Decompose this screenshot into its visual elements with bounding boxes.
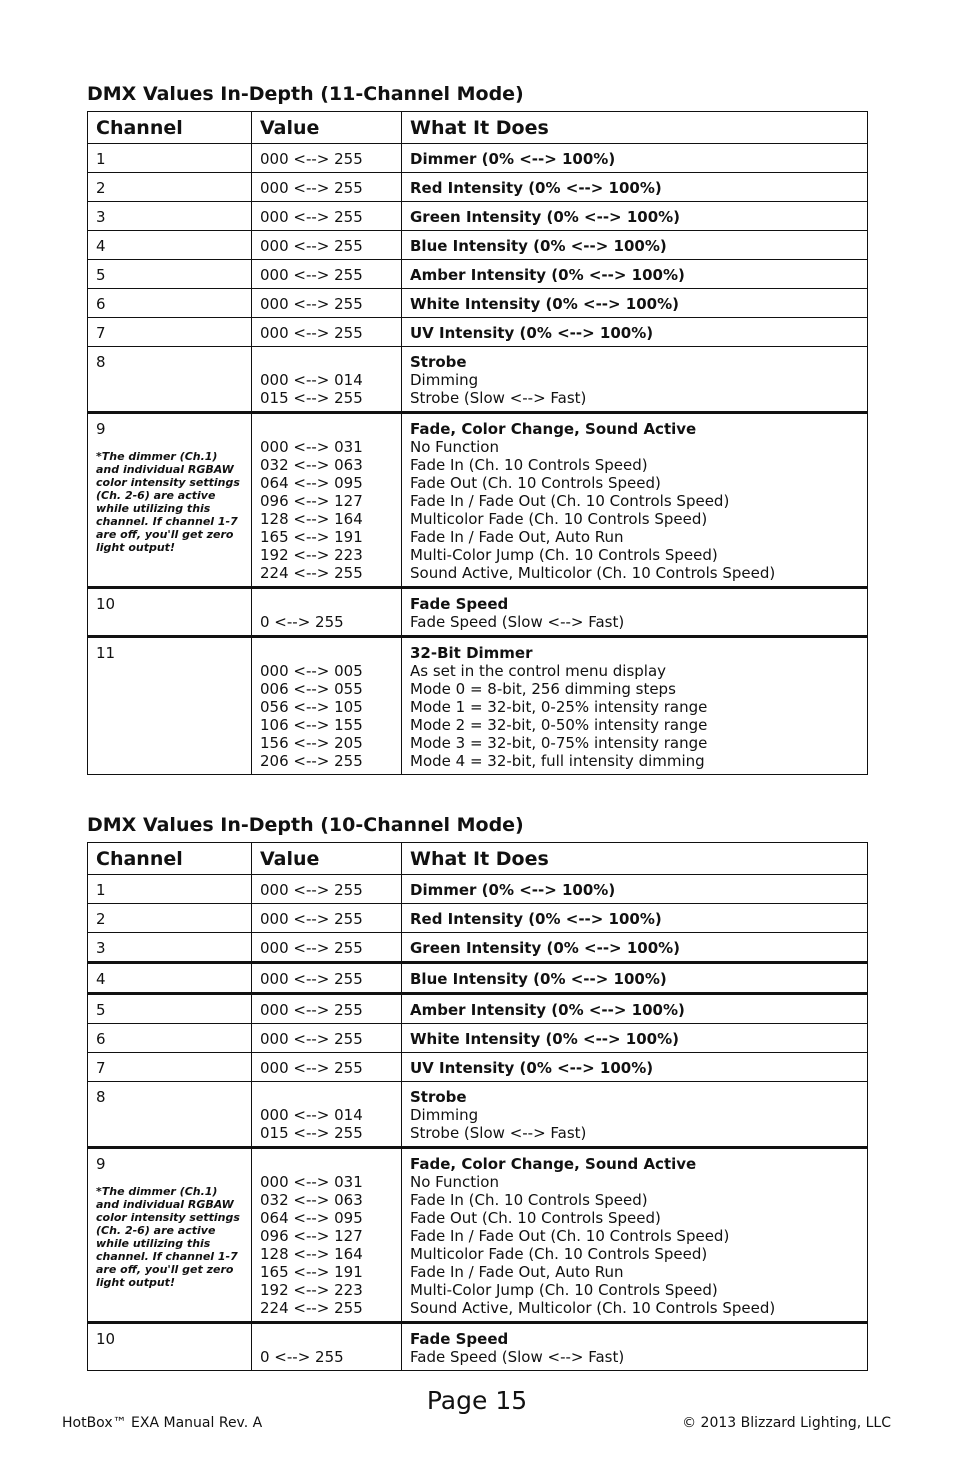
function-line: Strobe (Slow <--> Fast) bbox=[410, 389, 587, 407]
table-row bbox=[88, 260, 868, 289]
value-range: 000 <--> 014 bbox=[260, 371, 363, 389]
function-cell bbox=[402, 1024, 868, 1053]
section-title-11ch: DMX Values In-Depth (11-Channel Mode) bbox=[87, 83, 524, 105]
table-row bbox=[88, 202, 868, 231]
value-list bbox=[260, 150, 393, 168]
table-row bbox=[88, 144, 868, 173]
value-range: 064 <--> 095 bbox=[260, 1209, 363, 1227]
table-row bbox=[88, 904, 868, 933]
table-row bbox=[88, 963, 868, 994]
function-cell bbox=[402, 904, 868, 933]
function-line: Mode 4 = 32-bit, full intensity dimming bbox=[410, 752, 705, 770]
channel-number: 8 bbox=[96, 353, 106, 371]
page-number: Page 15 bbox=[426, 1386, 528, 1415]
value-cell bbox=[252, 588, 402, 637]
function-line: Mode 1 = 32-bit, 0-25% intensity range bbox=[410, 698, 708, 716]
function-title: Red Intensity (0% <--> 100%) bbox=[410, 179, 662, 197]
value-range: 106 <--> 155 bbox=[260, 716, 363, 734]
function-cell bbox=[402, 260, 868, 289]
table-row bbox=[88, 637, 868, 775]
value-range: 000 <--> 255 bbox=[260, 939, 363, 957]
function-title: Amber Intensity (0% <--> 100%) bbox=[410, 266, 685, 284]
value-list bbox=[260, 1088, 393, 1142]
channel-number: 3 bbox=[96, 208, 106, 226]
function-line: Fade In (Ch. 10 Controls Speed) bbox=[410, 1191, 648, 1209]
table-body bbox=[88, 875, 868, 1371]
channel-note: *The dimmer (Ch.1) and individual RGBAW color intensity settings (Ch. 2-6) are active while utilizing this channel. If channel 1-7 are off, you'll get zero light output! bbox=[96, 450, 240, 554]
value-list bbox=[260, 208, 393, 226]
function-line: Dimming bbox=[410, 371, 479, 389]
function-cell bbox=[402, 144, 868, 173]
table-row bbox=[88, 173, 868, 202]
function-cell bbox=[402, 231, 868, 260]
value-range: 224 <--> 255 bbox=[260, 564, 363, 582]
function-cell bbox=[402, 173, 868, 202]
value-range: 128 <--> 164 bbox=[260, 1245, 363, 1263]
value-cell bbox=[252, 933, 402, 963]
value-list bbox=[260, 266, 393, 284]
function-title: Fade, Color Change, Sound Active bbox=[410, 1155, 697, 1173]
function-cell bbox=[402, 289, 868, 318]
header-channel: Channel bbox=[88, 112, 252, 144]
table-row bbox=[88, 413, 868, 588]
function-title: Blue Intensity (0% <--> 100%) bbox=[410, 237, 667, 255]
channel-number: 3 bbox=[96, 939, 106, 957]
function-line: Dimming bbox=[410, 1106, 479, 1124]
footer-copyright: © 2013 Blizzard Lighting, LLC bbox=[682, 1415, 891, 1431]
value-list bbox=[260, 1155, 393, 1317]
function-cell bbox=[402, 588, 868, 637]
function-title: White Intensity (0% <--> 100%) bbox=[410, 295, 680, 313]
value-range: 000 <--> 255 bbox=[260, 1001, 363, 1019]
table-row bbox=[88, 875, 868, 904]
function-line: Sound Active, Multicolor (Ch. 10 Controls Speed) bbox=[410, 1299, 776, 1317]
channel-number: 7 bbox=[96, 1059, 106, 1077]
function-line: Sound Active, Multicolor (Ch. 10 Controls Speed) bbox=[410, 564, 776, 582]
value-list bbox=[260, 910, 393, 928]
channel-cell bbox=[88, 202, 252, 231]
function-cell bbox=[402, 933, 868, 963]
function-cell bbox=[402, 963, 868, 994]
value-range: 192 <--> 223 bbox=[260, 546, 363, 564]
function-title: Strobe bbox=[410, 1088, 467, 1106]
channel-number: 2 bbox=[96, 910, 106, 928]
channel-note: *The dimmer (Ch.1) and individual RGBAW color intensity settings (Ch. 2-6) are active while utilizing this channel. If channel 1-7 are off, you'll get zero light output! bbox=[96, 1185, 240, 1289]
channel-cell bbox=[88, 231, 252, 260]
header-value: Value bbox=[252, 112, 402, 144]
channel-cell bbox=[88, 1323, 252, 1371]
function-title: Fade, Color Change, Sound Active bbox=[410, 420, 697, 438]
function-title: Dimmer (0% <--> 100%) bbox=[410, 881, 616, 899]
value-cell bbox=[252, 260, 402, 289]
value-cell bbox=[252, 875, 402, 904]
value-list bbox=[260, 1030, 393, 1048]
value-cell bbox=[252, 202, 402, 231]
channel-number: 5 bbox=[96, 266, 106, 284]
channel-number: 4 bbox=[96, 970, 106, 988]
header-value: Value bbox=[252, 843, 402, 875]
value-range: 056 <--> 105 bbox=[260, 698, 363, 716]
value-cell bbox=[252, 994, 402, 1024]
channel-cell bbox=[88, 1082, 252, 1148]
value-cell bbox=[252, 347, 402, 413]
value-cell bbox=[252, 904, 402, 933]
function-line: Fade Out (Ch. 10 Controls Speed) bbox=[410, 1209, 661, 1227]
function-line: Fade Speed (Slow <--> Fast) bbox=[410, 1348, 625, 1366]
value-list bbox=[260, 420, 393, 582]
section-title-10ch: DMX Values In-Depth (10-Channel Mode) bbox=[87, 814, 524, 836]
value-range: 000 <--> 255 bbox=[260, 208, 363, 226]
value-list bbox=[260, 939, 393, 957]
value-range: 064 <--> 095 bbox=[260, 474, 363, 492]
channel-cell bbox=[88, 875, 252, 904]
function-cell bbox=[402, 347, 868, 413]
value-list bbox=[260, 1001, 393, 1019]
function-line: Multi-Color Jump (Ch. 10 Controls Speed) bbox=[410, 1281, 718, 1299]
value-range: 000 <--> 255 bbox=[260, 237, 363, 255]
value-cell bbox=[252, 1082, 402, 1148]
value-range: 165 <--> 191 bbox=[260, 528, 363, 546]
function-line: No Function bbox=[410, 438, 499, 456]
table-row bbox=[88, 1148, 868, 1323]
function-line: Mode 0 = 8-bit, 256 dimming steps bbox=[410, 680, 676, 698]
value-range: 0 <--> 255 bbox=[260, 1348, 344, 1366]
header-what-it-does: What It Does bbox=[402, 843, 868, 875]
channel-cell bbox=[88, 904, 252, 933]
table-row bbox=[88, 231, 868, 260]
function-line: Mode 2 = 32-bit, 0-50% intensity range bbox=[410, 716, 708, 734]
channel-cell bbox=[88, 173, 252, 202]
value-cell bbox=[252, 231, 402, 260]
value-range: 000 <--> 255 bbox=[260, 295, 363, 313]
channel-number: 7 bbox=[96, 324, 106, 342]
value-range: 000 <--> 255 bbox=[260, 1030, 363, 1048]
table-row bbox=[88, 318, 868, 347]
value-range: 096 <--> 127 bbox=[260, 1227, 363, 1245]
value-range: 000 <--> 031 bbox=[260, 1173, 363, 1191]
table-row bbox=[88, 588, 868, 637]
channel-number: 2 bbox=[96, 179, 106, 197]
value-list bbox=[260, 353, 393, 407]
value-range: 000 <--> 031 bbox=[260, 438, 363, 456]
function-line: No Function bbox=[410, 1173, 499, 1191]
table-row bbox=[88, 347, 868, 413]
channel-number: 9 bbox=[96, 420, 106, 438]
value-range: 156 <--> 205 bbox=[260, 734, 363, 752]
channel-cell bbox=[88, 933, 252, 963]
table-header-row bbox=[88, 843, 868, 875]
function-line: Fade In (Ch. 10 Controls Speed) bbox=[410, 456, 648, 474]
table-row bbox=[88, 1082, 868, 1148]
function-cell bbox=[402, 1323, 868, 1371]
function-cell bbox=[402, 318, 868, 347]
value-range: 000 <--> 255 bbox=[260, 150, 363, 168]
function-title: Amber Intensity (0% <--> 100%) bbox=[410, 1001, 685, 1019]
channel-cell bbox=[88, 1024, 252, 1053]
value-range: 032 <--> 063 bbox=[260, 1191, 363, 1209]
channel-number: 4 bbox=[96, 237, 106, 255]
value-list bbox=[260, 595, 393, 631]
value-cell bbox=[252, 289, 402, 318]
channel-number: 11 bbox=[96, 644, 116, 662]
value-list bbox=[260, 324, 393, 342]
value-range: 032 <--> 063 bbox=[260, 456, 363, 474]
table-row bbox=[88, 289, 868, 318]
function-title: UV Intensity (0% <--> 100%) bbox=[410, 1059, 654, 1077]
value-list bbox=[260, 179, 393, 197]
value-list bbox=[260, 1059, 393, 1077]
function-line: Multicolor Fade (Ch. 10 Controls Speed) bbox=[410, 510, 708, 528]
channel-cell bbox=[88, 637, 252, 775]
dmx-table-10ch bbox=[87, 842, 868, 1371]
channel-cell bbox=[88, 318, 252, 347]
table-row bbox=[88, 933, 868, 963]
channel-number: 1 bbox=[96, 150, 106, 168]
channel-number: 6 bbox=[96, 295, 106, 313]
function-cell bbox=[402, 202, 868, 231]
channel-cell bbox=[88, 963, 252, 994]
value-cell bbox=[252, 318, 402, 347]
function-line: Fade In / Fade Out, Auto Run bbox=[410, 528, 624, 546]
value-list bbox=[260, 970, 393, 988]
value-range: 000 <--> 014 bbox=[260, 1106, 363, 1124]
function-cell bbox=[402, 1082, 868, 1148]
function-title: Green Intensity (0% <--> 100%) bbox=[410, 939, 681, 957]
function-cell bbox=[402, 413, 868, 588]
channel-number: 8 bbox=[96, 1088, 106, 1106]
footer-manual-title: HotBox™ EXA Manual Rev. A bbox=[62, 1415, 263, 1431]
function-line: Fade In / Fade Out (Ch. 10 Controls Speed) bbox=[410, 492, 730, 510]
function-title: Green Intensity (0% <--> 100%) bbox=[410, 208, 681, 226]
function-cell bbox=[402, 637, 868, 775]
channel-number: 10 bbox=[96, 1330, 116, 1348]
value-range: 192 <--> 223 bbox=[260, 1281, 363, 1299]
function-title: White Intensity (0% <--> 100%) bbox=[410, 1030, 680, 1048]
channel-cell bbox=[88, 144, 252, 173]
value-range: 096 <--> 127 bbox=[260, 492, 363, 510]
value-list bbox=[260, 881, 393, 899]
value-cell bbox=[252, 963, 402, 994]
function-cell bbox=[402, 994, 868, 1024]
value-range: 000 <--> 255 bbox=[260, 324, 363, 342]
value-range: 000 <--> 005 bbox=[260, 662, 363, 680]
value-list bbox=[260, 644, 393, 770]
table-body bbox=[88, 144, 868, 775]
channel-cell bbox=[88, 1053, 252, 1082]
channel-cell bbox=[88, 1148, 252, 1323]
function-line: As set in the control menu display bbox=[410, 662, 667, 680]
function-line: Fade In / Fade Out (Ch. 10 Controls Speed) bbox=[410, 1227, 730, 1245]
table-row bbox=[88, 1323, 868, 1371]
value-range: 206 <--> 255 bbox=[260, 752, 363, 770]
channel-cell bbox=[88, 260, 252, 289]
channel-cell bbox=[88, 413, 252, 588]
value-range: 000 <--> 255 bbox=[260, 266, 363, 284]
function-title: Red Intensity (0% <--> 100%) bbox=[410, 910, 662, 928]
value-range: 128 <--> 164 bbox=[260, 510, 363, 528]
function-cell bbox=[402, 875, 868, 904]
channel-number: 6 bbox=[96, 1030, 106, 1048]
channel-cell bbox=[88, 994, 252, 1024]
dmx-table-11ch bbox=[87, 111, 868, 775]
value-list bbox=[260, 237, 393, 255]
value-cell bbox=[252, 637, 402, 775]
function-line: Mode 3 = 32-bit, 0-75% intensity range bbox=[410, 734, 708, 752]
value-range: 006 <--> 055 bbox=[260, 680, 363, 698]
function-cell bbox=[402, 1053, 868, 1082]
channel-number: 9 bbox=[96, 1155, 106, 1173]
value-range: 000 <--> 255 bbox=[260, 970, 363, 988]
channel-cell bbox=[88, 588, 252, 637]
value-range: 000 <--> 255 bbox=[260, 1059, 363, 1077]
table-row bbox=[88, 994, 868, 1024]
function-title: 32-Bit Dimmer bbox=[410, 644, 533, 662]
function-title: Dimmer (0% <--> 100%) bbox=[410, 150, 616, 168]
function-title: Blue Intensity (0% <--> 100%) bbox=[410, 970, 667, 988]
value-range: 224 <--> 255 bbox=[260, 1299, 363, 1317]
value-range: 0 <--> 255 bbox=[260, 613, 344, 631]
value-cell bbox=[252, 1323, 402, 1371]
value-cell bbox=[252, 1024, 402, 1053]
value-list bbox=[260, 295, 393, 313]
table-header-row bbox=[88, 112, 868, 144]
table-row bbox=[88, 1024, 868, 1053]
function-line: Fade Speed (Slow <--> Fast) bbox=[410, 613, 625, 631]
function-line: Multi-Color Jump (Ch. 10 Controls Speed) bbox=[410, 546, 718, 564]
function-line: Strobe (Slow <--> Fast) bbox=[410, 1124, 587, 1142]
value-range: 165 <--> 191 bbox=[260, 1263, 363, 1281]
header-channel: Channel bbox=[88, 843, 252, 875]
value-cell bbox=[252, 173, 402, 202]
value-range: 000 <--> 255 bbox=[260, 910, 363, 928]
function-line: Fade In / Fade Out, Auto Run bbox=[410, 1263, 624, 1281]
channel-cell bbox=[88, 289, 252, 318]
table-row bbox=[88, 1053, 868, 1082]
value-range: 000 <--> 255 bbox=[260, 881, 363, 899]
function-title: UV Intensity (0% <--> 100%) bbox=[410, 324, 654, 342]
channel-cell bbox=[88, 347, 252, 413]
function-line: Multicolor Fade (Ch. 10 Controls Speed) bbox=[410, 1245, 708, 1263]
value-range: 015 <--> 255 bbox=[260, 389, 363, 407]
value-cell bbox=[252, 1053, 402, 1082]
value-cell bbox=[252, 144, 402, 173]
value-cell bbox=[252, 413, 402, 588]
header-what-it-does: What It Does bbox=[402, 112, 868, 144]
value-cell bbox=[252, 1148, 402, 1323]
function-title: Strobe bbox=[410, 353, 467, 371]
value-range: 000 <--> 255 bbox=[260, 179, 363, 197]
function-title: Fade Speed bbox=[410, 1330, 509, 1348]
value-range: 015 <--> 255 bbox=[260, 1124, 363, 1142]
value-list bbox=[260, 1330, 393, 1366]
channel-number: 1 bbox=[96, 881, 106, 899]
function-title: Fade Speed bbox=[410, 595, 509, 613]
channel-number: 10 bbox=[96, 595, 116, 613]
channel-number: 5 bbox=[96, 1001, 106, 1019]
function-line: Fade Out (Ch. 10 Controls Speed) bbox=[410, 474, 661, 492]
function-cell bbox=[402, 1148, 868, 1323]
